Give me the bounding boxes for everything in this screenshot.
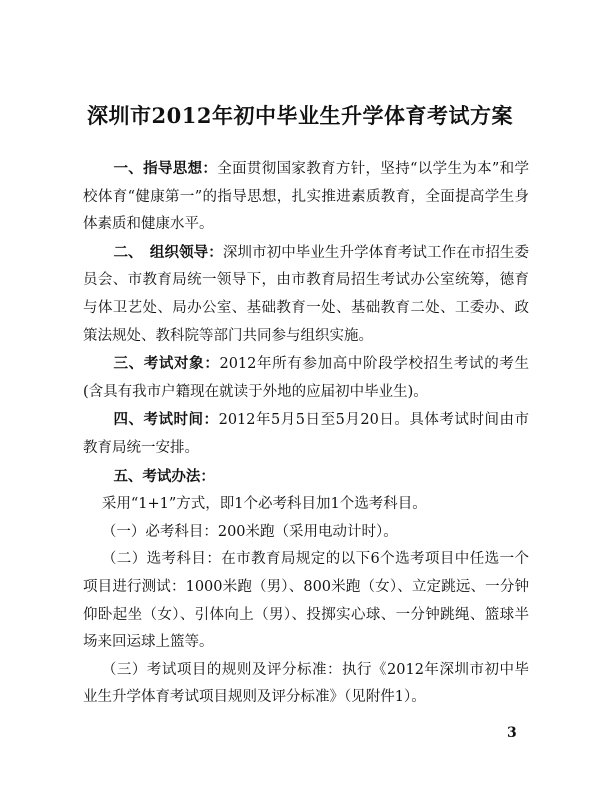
page-number: 3 xyxy=(507,725,517,741)
document-title: 深圳市2012年初中毕业生升学体育考试方案 xyxy=(87,103,513,128)
section-text: 深圳市初中毕业生升学体育考试工作在市招生委员会、市教育局统一领导下，由市教育局招生考试办公室统筹，德育与体卫艺处、局办公室、基础教育一处、基础教育二处、工委办、政策法规处、教科院等部门共同参与组织实施。 xyxy=(83,244,530,344)
method-item-rules: （三）考试项目的规则及评分标准：执行《2012年深圳市初中毕业生升学体育考试项目规则及评分标准》（见附件1）。 xyxy=(83,661,529,706)
section-exam-time xyxy=(83,406,529,462)
section-guiding-ideology xyxy=(83,155,529,239)
section-heading: 五、考试办法： xyxy=(113,467,215,485)
section-heading: 二、 组织领导： xyxy=(113,243,223,261)
method-item-required: （一）必考科目：200米跑（采用电动计时）。 xyxy=(101,523,398,540)
section-text: 2012年所有参加高中阶段学校招生考试的考生(含具有我市户籍现在就读于外地的应届初中毕业生)。 xyxy=(83,356,530,400)
section-exam-method xyxy=(83,463,529,492)
section-text: 2012年5月5日至5月20日。具体考试时间由市教育局统一安排。 xyxy=(83,412,530,456)
section-heading: 三、考试对象： xyxy=(113,355,220,373)
section-exam-target xyxy=(83,350,529,406)
section-heading: 一、指导思想： xyxy=(113,160,218,177)
section-text: 全面贯彻国家教育方针，坚持“以学生为本”和学校体育“健康第一”的指导思想，扎实推进素质教育，全面提高学生身体素质和健康水平。 xyxy=(83,161,529,233)
method-intro: 采用“1+1”方式，即1个必考科目加1个选考科目。 xyxy=(101,496,427,513)
method-item-elective: （二）选考科目：在市教育局规定的以下6个选考项目中任选一个项目进行测试：1000米跑（男）、800米跑（女）、立定跳远、一分钟仰卧起坐（女）、引体向上（男）、投掷实心球、一分钟跳绳、篮球半场来回运球上篮等。 xyxy=(83,551,529,651)
section-heading: 四、考试时间： xyxy=(113,411,219,429)
document-body xyxy=(83,155,529,712)
section-organization xyxy=(83,239,529,350)
